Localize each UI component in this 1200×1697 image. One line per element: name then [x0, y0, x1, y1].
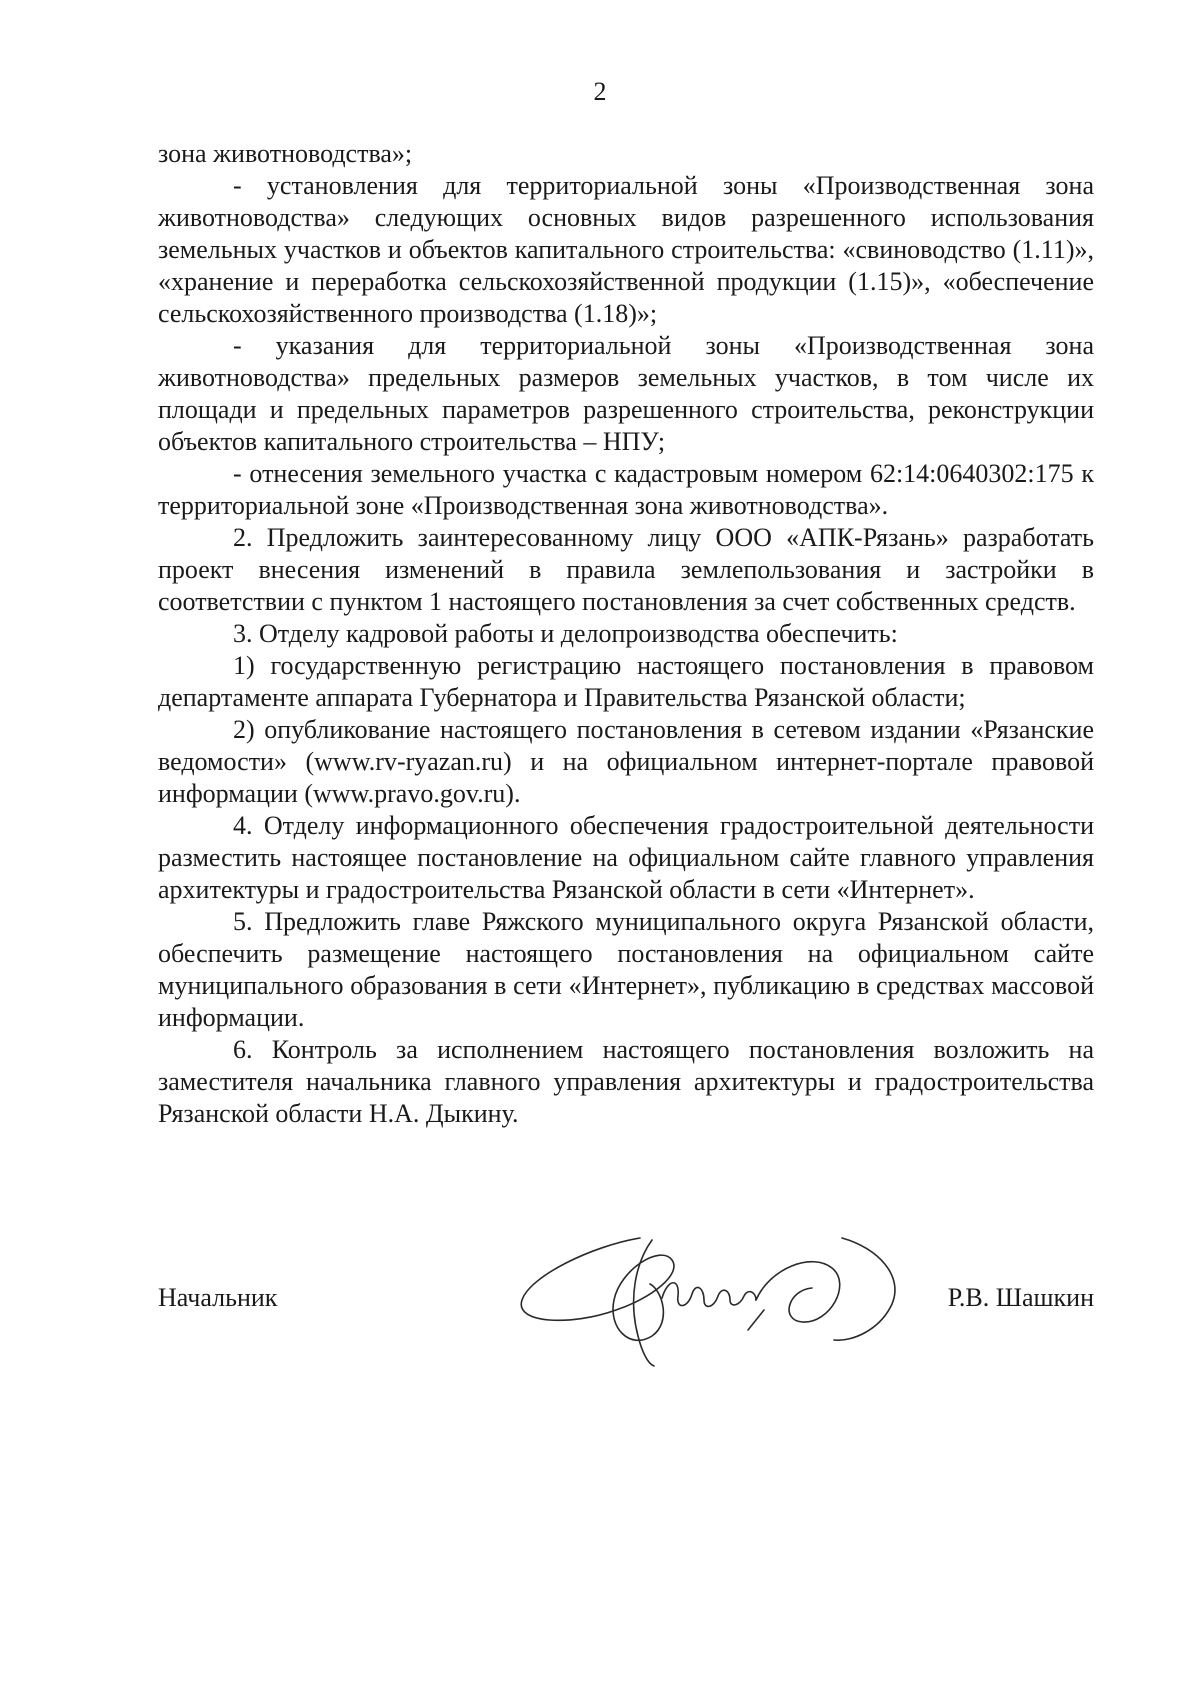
paragraph-point-4: 4. Отделу информационного обеспечения градостроительной деятельности разместить настоящее постановление на официальном сайте главного управления архитектуры и градостроительства Рязанской области в сети «Интернет». [158, 811, 1094, 904]
signature-block [158, 1282, 1094, 1316]
paragraph-continuation: зона животноводства»; [158, 139, 413, 168]
paragraph-item-cadastral: - отнесения земельного участка с кадастровым номером 62:14:0640302:175 к территориальной зоне «Производственная зона животноводства». [158, 459, 1094, 520]
paragraph-point-5: 5. Предложить главе Ряжского муниципального округа Рязанской области, обеспечить размещение настоящего постановления на официальном сайте муниципального образования в сети «Интернет», публикацию в средствах массовой информации. [158, 907, 1094, 1032]
paragraph-point-6: 6. Контроль за исполнением настоящего постановления возложить на заместителя начальника главного управления архитектуры и градостроительства Рязанской области Н.А. Дыкину. [158, 1035, 1094, 1128]
document-body [158, 138, 1094, 1130]
paragraph-item-establishment: - установления для территориальной зоны «Производственная зона животноводства» следующих основных видов разрешенного использования земельных участков и объектов капитального строительства: «свиноводство (1.11)», «хранение и переработка сельскохозяйственной продукции (1.15)», «обеспечение сельскохозяйственного производства (1.18)»; [158, 171, 1094, 328]
paragraph-item-limits: - указания для территориальной зоны «Производственная зона животноводства» предельных размеров земельных участков, в том числе их площади и предельных параметров разрешенного строительства, реконструкции объектов капитального строительства – НПУ; [158, 331, 1094, 456]
paragraph-point-3-2: 2) опубликование настоящего постановления в сетевом издании «Рязанские ведомости» (www.rv-ryazan.ru) и на официальном интернет-портале правовой информации (www.pravo.gov.ru). [158, 715, 1094, 808]
paragraph-point-3: 3. Отделу кадровой работы и делопроизводства обеспечить: [233, 619, 898, 648]
signer-position: Начальник [158, 1283, 278, 1312]
paragraph-point-2: 2. Предложить заинтересованному лицу ООО «АПК-Рязань» разработать проект внесения изменений в правила землепользования и застройки в соответствии с пунктом 1 настоящего постановления за счет собственных средств. [158, 523, 1094, 616]
page-number: 2 [593, 77, 607, 106]
paragraph-point-3-1: 1) государственную регистрацию настоящего постановления в правовом департаменте аппарата Губернатора и Правительства Рязанской области; [158, 651, 1094, 712]
signer-name: Р.В. Шашкин [947, 1283, 1094, 1312]
